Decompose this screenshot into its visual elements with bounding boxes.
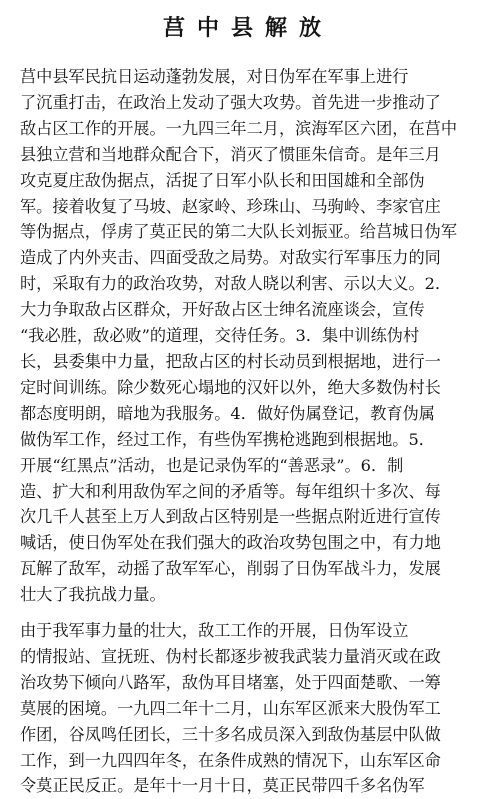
text-line: 大力争取敌占区群众，开好敌占区士绅名流座谈会，宣传 <box>20 300 425 320</box>
text-line: 令莫正民反正。是年十一月十日，莫正民带四千多名伪军 <box>20 776 425 796</box>
text-line: 次几千人甚至上万人到敌占区特别是一些据点附近进行宣传 <box>20 507 441 527</box>
text-line: 瓦解了敌军，动摇了敌军军心，削弱了日伪军战斗力，发展 <box>20 559 441 579</box>
text-line: 了沉重打击，在政治上发动了强大攻势。首先进一步推动了 <box>20 92 441 112</box>
text-line: 由于我军事力量的壮大，敌工工作的开展，日伪军设立 <box>20 621 409 641</box>
text-line: 的情报站、宣抚班、伪村长都逐步被我武装力量消灭或在政 <box>20 646 441 666</box>
text-line: 作团，谷凤鸣任团长，三十多名成员深入到敌伪基层中队做 <box>20 724 441 744</box>
text-line: 壮大了我抗战力量。 <box>20 585 166 605</box>
paragraph-2 <box>20 618 464 799</box>
text-line: 莫展的困境。一九四二年十二月，山东军区派来大股伪军工 <box>20 698 441 718</box>
page-title: 莒中县解放 <box>162 15 333 41</box>
text-line: 治攻势下倾向八路军，敌伪耳目堵塞，处于四面楚歌、一筹 <box>20 672 441 692</box>
text-line: 造、扩大和利用敌伪军之间的矛盾等。每年组织十多次、每 <box>20 481 441 501</box>
text-line: 军。接着收复了马坡、赵家岭、珍珠山、马驹岭、李家官庄 <box>20 196 441 216</box>
text-line: 开展“红黑点”活动，也是记录伪军的“善恶录”。6．制 <box>20 455 404 475</box>
text-line: 时，采取有力的政治攻势，对敌人晓以利害、示以大义。2． <box>20 274 452 294</box>
text-line: 县独立营和当地群众配合下，消灭了惯匪朱信奇。是年三月 <box>20 144 441 164</box>
text-line: 敌占区工作的开展。一九四三年二月，滨海军区六团，在莒中 <box>20 118 458 138</box>
text-line: 做伪军工作，经过工作，有些伪军携枪逃跑到根据地。5． <box>20 429 435 449</box>
text-line: 定时间训练。除少数死心塌地的汉奸以外，绝大多数伪村长 <box>20 377 441 397</box>
text-line: 莒中县军民抗日运动蓬勃发展，对日伪军在军事上进行 <box>20 67 409 86</box>
paragraph-1 <box>20 64 464 608</box>
text-line: 攻克夏庄敌伪据点，活捉了日军小队长和田国雄和全部伪 <box>20 170 425 190</box>
text-line: 都态度明朗，暗地为我服务。4．做好伪属登记，教育伪属 <box>20 403 435 423</box>
text-line: “我必胜，敌必败”的道理，交待任务。3．集中训练伪村 <box>20 326 420 346</box>
text-line: 喊话，使日伪军处在我们强大的政治攻势包围之中，有力地 <box>20 533 441 553</box>
text-line: 工作，到一九四四年冬，在条件成熟的情况下，山东军区命 <box>20 750 441 770</box>
text-line: 等伪据点，俘虏了莫正民的第二大队长刘振亚。给莒城日伪军 <box>20 222 458 242</box>
text-line: 造成了内外夹击、四面受敌之局势。对敌实行军事压力的同 <box>20 248 441 268</box>
text-line: 长，县委集中力量，把敌占区的村长动员到根据地，进行一 <box>20 351 441 371</box>
